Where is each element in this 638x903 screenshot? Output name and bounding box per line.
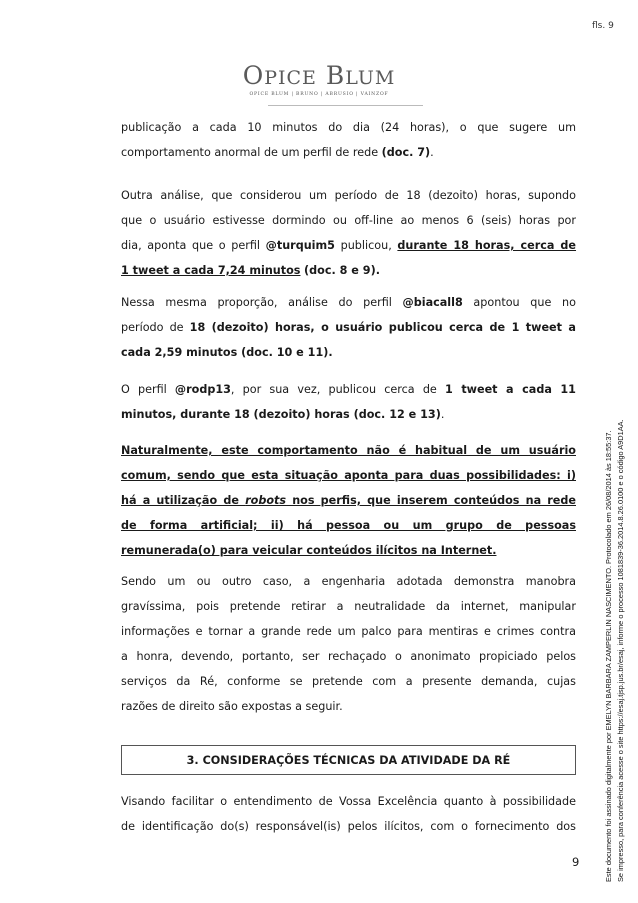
text-line: cada 2,59 minutos (doc. 10 e 11). [121, 346, 333, 359]
text-line: que o usuário estivesse dormindo ou off-line ao menos 6 (seis) horas por [121, 214, 576, 227]
text-line: Nessa mesma proporção, análise do perfil @biacall8 apontou que no [121, 296, 576, 309]
text-line: período de 18 (dezoito) horas, o usuário publicou cerca de 1 tweet a [121, 321, 576, 334]
text-line: Outra análise, que considerou um período de 18 (dezoito) horas, supondo [121, 189, 576, 202]
text-line: minutos, durante 18 (dezoito) horas (doc. 12 e 13). [121, 408, 445, 421]
text-line: comportamento anormal de um perfil de rede (doc. 7). [121, 146, 434, 159]
paragraph-2 [121, 183, 576, 283]
section-heading: 3. CONSIDERAÇÕES TÉCNICAS DA ATIVIDADE DA RÉ [121, 745, 576, 775]
text-line: publicação a cada 10 minutos do dia (24 horas), o que sugere um [121, 121, 576, 134]
text-line: a honra, devendo, portanto, ser rechaçado o anonimato propiciado pelos [121, 650, 576, 663]
stamp-line: Se impresso, para conferência acesse o site https://esaj.tjsp.jus.br/esaj, informe o processo 1081839-36.2014.8.26.0100 e o código A9D1AA. [616, 419, 625, 882]
paragraph-4 [121, 377, 576, 427]
paragraph-7 [121, 789, 576, 839]
text-line: serviços da Ré, conforme se pretende com a presente demanda, cujas [121, 675, 576, 688]
text-line: remunerada(o) para veicular conteúdos ilícitos na Internet. [121, 544, 497, 557]
firm-logo [0, 63, 638, 97]
text-line: dia, aponta que o perfil @turquim5 publicou, durante 18 horas, cerca de [121, 239, 577, 252]
paragraph-6 [121, 569, 576, 719]
text-line: Sendo um ou outro caso, a engenharia adotada demonstra manobra [121, 575, 576, 588]
text-line: 1 tweet a cada 7,24 minutos (doc. 8 e 9). [121, 264, 380, 277]
text-line: razões de direito são expostas a seguir. [121, 700, 343, 713]
text-line: Naturalmente, este comportamento não é habitual de um usuário [121, 444, 576, 457]
text-line: de identificação do(s) responsável(is) pelos ilícitos, com o fornecimento dos [121, 820, 576, 833]
text-line: Visando facilitar o entendimento de Vossa Excelência quanto à possibilidade [121, 795, 576, 808]
text-line: comum, sendo que esta situação aponta para duas possibilidades: i) [121, 469, 576, 482]
digital-signature-stamp [603, 419, 627, 882]
text-line: informações e tornar a grande rede um palco para mentiras e crimes contra [121, 625, 576, 638]
paragraph-3 [121, 290, 576, 365]
logo-rule [268, 105, 423, 106]
text-line: O perfil @rodp13, por sua vez, publicou cerca de 1 tweet a cada 11 [121, 383, 576, 396]
text-line: gravíssima, pois pretende retirar a neutralidade da internet, manipular [121, 600, 576, 613]
text-line: há a utilização de robots nos perfis, que inserem conteúdos na rede [121, 494, 576, 507]
paragraph-1 [121, 115, 576, 165]
paragraph-5 [121, 438, 576, 563]
stamp-line: Este documento foi assinado digitalmente por EMELYN BARBARA ZAMPERLIN NASCIMENTO. Protocolado em 26/08/2014 às 18:55:37. [604, 430, 613, 882]
page-number: 9 [572, 855, 580, 869]
text-line: de forma artificial; ii) há pessoa ou um grupo de pessoas [121, 519, 576, 532]
folio-label: fls. 9 [592, 21, 614, 31]
logo-title: OPICE BLUM [242, 61, 396, 90]
logo-subtitle: OPICE BLUM | BRUNO | ABRUSIO | VAINZOF [249, 92, 389, 97]
